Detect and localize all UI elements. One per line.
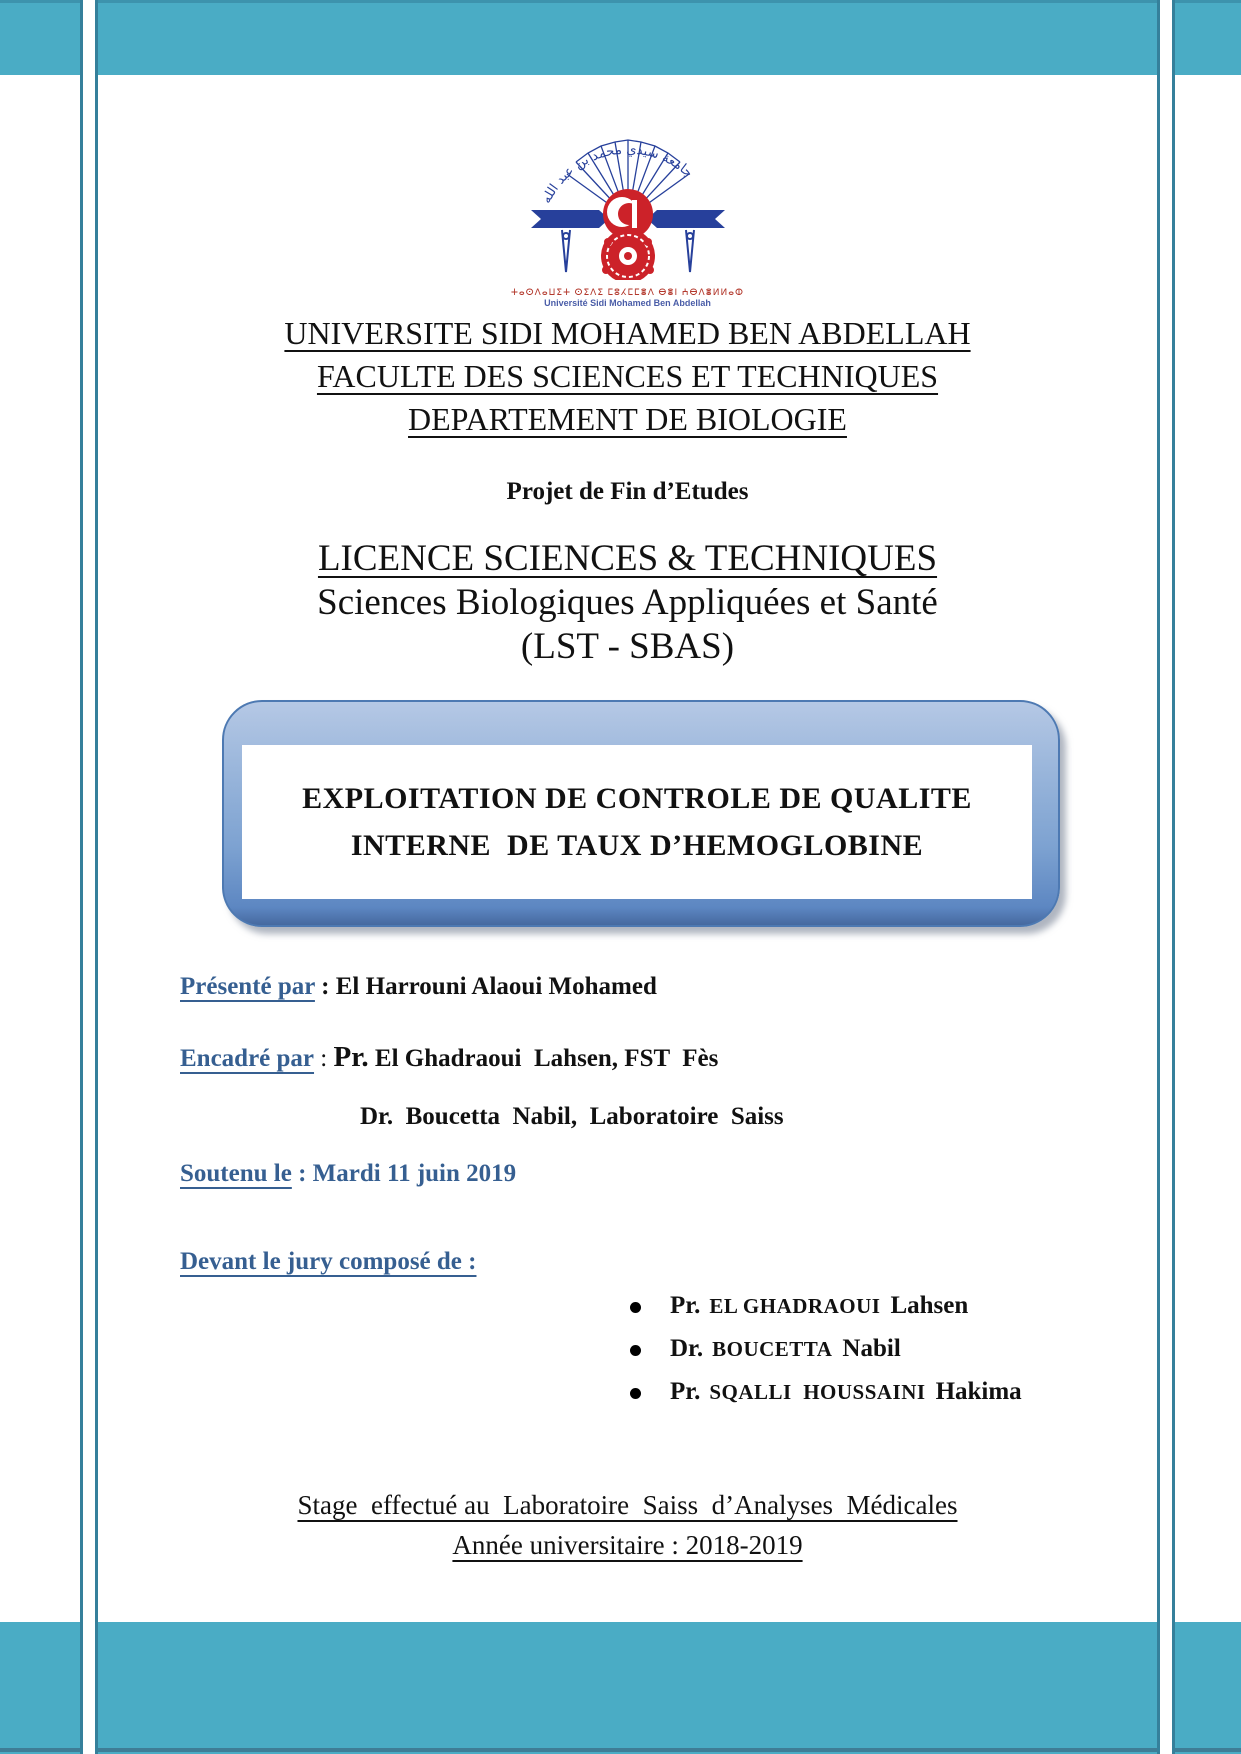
jury-member-row <box>98 1378 1157 1421</box>
presented-by-label: Présenté par <box>180 973 315 1000</box>
jury2-lastname: BOUCETTA <box>712 1337 833 1361</box>
logo-arabic-calligraphy: جامعة سيدي محمد بن عبد الله <box>538 142 696 206</box>
jury1-title: Pr. <box>670 1292 701 1319</box>
bullet-icon <box>630 1388 641 1399</box>
jury-member-row <box>98 1292 1157 1335</box>
logo-medallion <box>601 229 655 280</box>
thesis-title-panel <box>242 745 1032 899</box>
supervised-by-separator: : <box>314 1045 334 1072</box>
supervisor1-name: El Ghadraoui Lahsen, FST Fès <box>368 1045 719 1072</box>
page-content <box>98 0 1157 1754</box>
supervised-by-label: Encadré par <box>180 1045 315 1072</box>
thesis-title-box <box>222 700 1060 927</box>
supervisor2-name: Boucetta Nabil, Laboratoire Saiss <box>393 1103 784 1130</box>
defense-date-label: Soutenu le <box>180 1160 292 1187</box>
degree-line3: (LST - SBAS) <box>520 626 735 667</box>
logo-right-book <box>647 210 725 228</box>
jury1-lastname: EL GHADRAOUI <box>709 1294 881 1318</box>
jury-heading <box>98 1248 1157 1276</box>
frame-vertical-line-3 <box>1157 0 1160 1754</box>
jury-member-row <box>98 1335 1157 1378</box>
degree-block <box>98 537 1157 669</box>
academic-year <box>98 1530 1157 1561</box>
logo-left-book <box>531 210 609 228</box>
supervisor2-row <box>98 1103 1157 1131</box>
logo-caption-french: Université Sidi Mohamed Ben Abdellah <box>544 298 711 308</box>
degree-line1: LICENCE SCIENCES & TECHNIQUES <box>317 538 938 579</box>
thesis-title-line2: INTERNE DE TAUX D’HEMOGLOBINE <box>350 829 924 862</box>
project-type: Projet de Fin d’Etudes <box>506 478 749 505</box>
bullet-icon <box>630 1302 641 1313</box>
jury2-title: Dr. <box>670 1335 704 1362</box>
faculty-name: FACULTE DES SCIENCES ET TECHNIQUES <box>316 358 939 394</box>
thesis-title-line1: EXPLOITATION DE CONTROLE DE QUALITE <box>302 782 972 815</box>
degree-line2: Sciences Biologiques Appliquées et Santé <box>317 582 938 623</box>
presented-by-name: El Harrouni Alaoui Mohamed <box>335 973 657 1000</box>
presented-by-row <box>98 973 1157 1001</box>
presented-by-separator: : <box>314 973 336 1000</box>
supervisor2-title: Dr. <box>360 1103 394 1130</box>
university-name: UNIVERSITE SIDI MOHAMED BEN ABDELLAH <box>284 315 971 351</box>
jury3-lastname: SQALLI HOUSSAINI <box>709 1380 926 1404</box>
jury-heading-label: Devant le jury composé de : <box>180 1248 477 1275</box>
jury2-firstname: Nabil <box>842 1335 901 1362</box>
jury3-title: Pr. <box>670 1378 701 1405</box>
defense-date-row <box>98 1160 1157 1188</box>
jury3-firstname: Hakima <box>935 1378 1022 1405</box>
jury-list <box>98 1292 1157 1421</box>
supervised-by-row <box>98 1041 1157 1074</box>
internship-location-text: Stage effectué au Laboratoire Saiss d’Analyses Médicales <box>297 1490 958 1520</box>
jury1-firstname: Lahsen <box>890 1292 969 1319</box>
department-name: DEPARTEMENT DE BIOLOGIE <box>408 401 847 437</box>
frame-vertical-line-1 <box>80 0 83 1754</box>
frame-vertical-line-4 <box>1172 0 1175 1754</box>
university-logo <box>98 122 1157 309</box>
supervisor1-title: Pr. <box>333 1041 369 1073</box>
institution-headers <box>98 312 1157 441</box>
internship-location <box>98 1490 1157 1521</box>
bullet-icon <box>630 1345 641 1356</box>
academic-year-text: Année universitaire : 2018-2019 <box>452 1530 803 1560</box>
university-logo-emblem <box>513 122 743 280</box>
logo-caption-tifinagh: ⵜⴰⵙⴷⴰⵡⵉⵜ ⵙⵉⴷⵉ ⵎⵓⵃⵎⵎⴻⴷ ⴱⴻⵏ ⵄⴱⴷⴻⵍⵍⴰⵀ <box>510 287 745 297</box>
defense-date-value: : Mardi 11 juin 2019 <box>291 1160 517 1187</box>
